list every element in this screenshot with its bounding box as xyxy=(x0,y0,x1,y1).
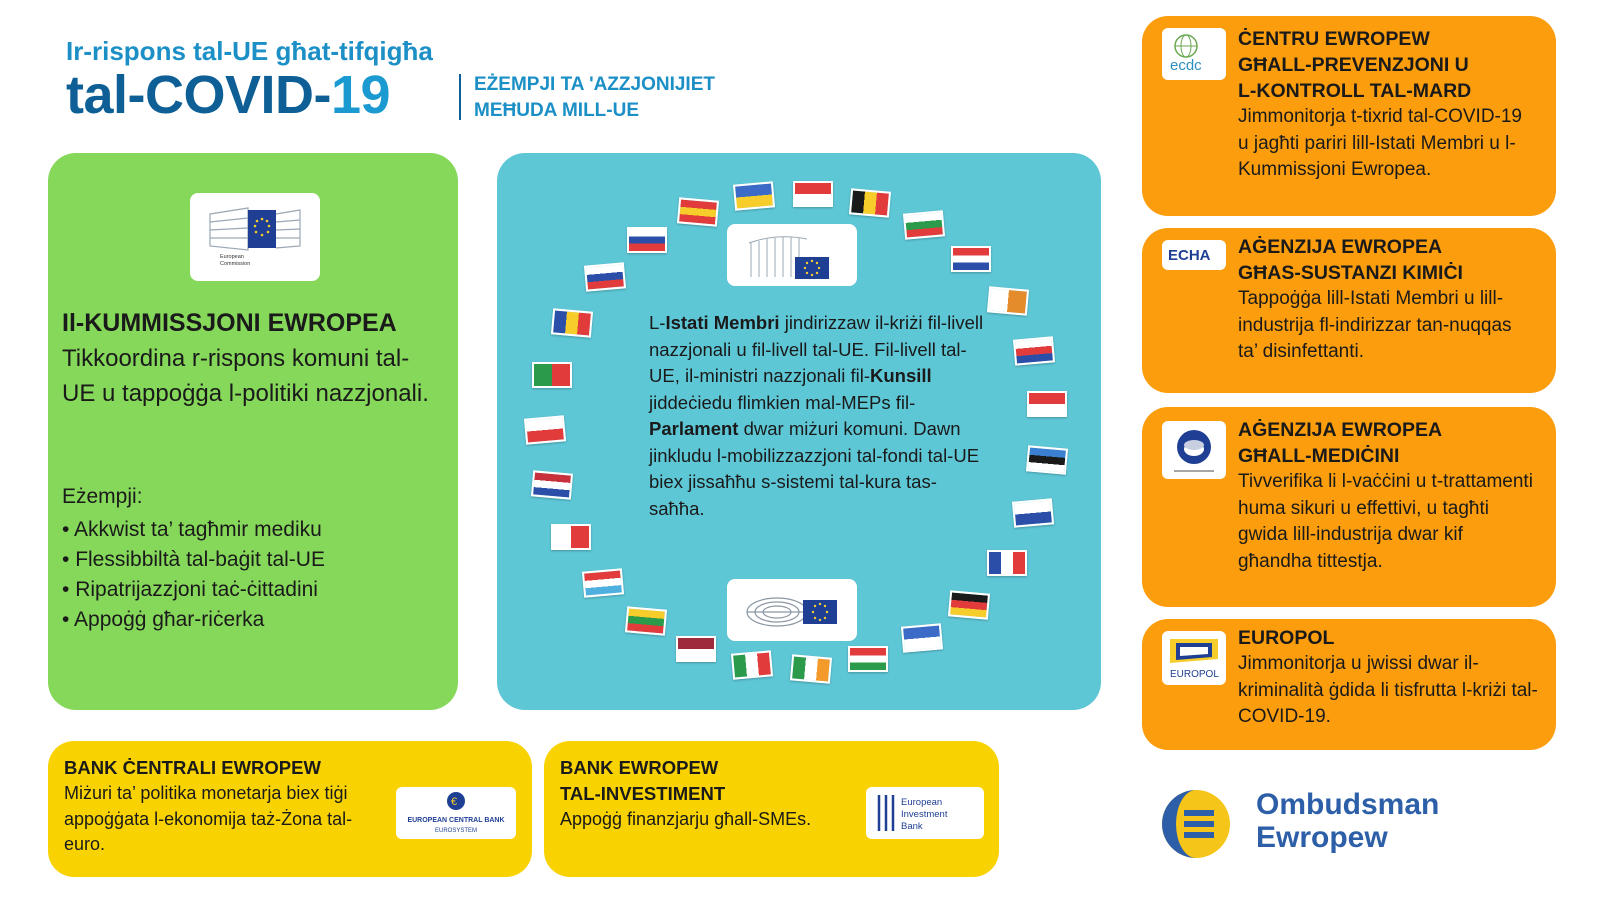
echa-title xyxy=(1238,234,1463,286)
echa-description: Tappoġġa lill-Istati Membri u lill-industrija fl-indirizzar tan-nuqqas ta’ disinfettanti. xyxy=(1238,288,1512,362)
list-item: • Ripatrijazzjoni taċ-ċittadini xyxy=(62,575,325,605)
ecb-title: BANK ĊENTRALI EWROPEW xyxy=(64,757,321,778)
european-commission-logo xyxy=(190,193,320,281)
commission-logo-text2: Commission xyxy=(220,261,251,267)
flag-spain xyxy=(677,197,719,226)
commission-card xyxy=(48,153,458,710)
ombudsman-logo-icon xyxy=(1160,788,1232,860)
flag-hungary xyxy=(848,646,888,672)
eib-bars-icon xyxy=(869,789,981,837)
flag-cyprus xyxy=(987,286,1029,315)
ombudsman-line1: Ombudsman xyxy=(1256,788,1440,821)
ecdc-title xyxy=(1238,26,1471,104)
eib-description: Appoġġ finanzjarju għall-SMEs. xyxy=(560,809,812,829)
ecdc-logo-text: ecdc xyxy=(1170,57,1202,74)
flag-portugal xyxy=(532,362,572,388)
council-logo xyxy=(727,224,857,286)
ema-title-line: AĠENZIJA EWROPEA xyxy=(1238,419,1443,441)
title-divider xyxy=(459,74,461,120)
europol-shield-icon xyxy=(1164,633,1224,683)
ecb-logo-text2: EUROSYSTEM xyxy=(434,828,478,834)
ms-text-part: jiddeċiedu flimkien mal-MEPs fil- xyxy=(649,391,916,413)
examples-label: Eżempji: xyxy=(62,485,143,508)
echa-logo-text: ECHA xyxy=(1168,247,1211,264)
eib-logo xyxy=(866,787,984,839)
eib-title xyxy=(560,755,725,807)
ema-card xyxy=(1142,407,1556,607)
examples-list xyxy=(62,515,325,635)
flag-belgium xyxy=(849,189,891,218)
ecdc-logo xyxy=(1162,28,1226,80)
ombudsman-line2: Ewropew xyxy=(1256,821,1388,854)
eib-logo-text1: European xyxy=(901,797,943,808)
flag-ireland xyxy=(789,654,831,683)
ecb-euro-icon xyxy=(398,789,514,837)
ecdc-globe-icon xyxy=(1164,30,1224,78)
flag-france xyxy=(987,550,1027,576)
flag-italy xyxy=(731,650,773,679)
europol-title: EUROPOL xyxy=(1238,627,1335,649)
commission-logo-text1: European xyxy=(220,254,244,260)
ms-text-part: dwar miżuri komuni. Dawn jinkludu l-mobilizzazzjoni tal-fondi tal-UE biex jissaħħu s-sistemi tal-kura tas-saħħa. xyxy=(649,418,980,519)
echa-title-line: AĠENZIJA EWROPEA xyxy=(1238,236,1443,258)
echa-logo xyxy=(1162,240,1226,270)
ms-bold-member-states: Istati Membri xyxy=(665,312,780,333)
ms-text-part: L- xyxy=(649,312,666,333)
flag-latvia xyxy=(676,636,716,662)
eib-title-line: BANK EWROPEW xyxy=(560,757,719,778)
ecdc-title-line: L-KONTROLL TAL-MARD xyxy=(1238,80,1472,102)
list-item: • Akkwist ta’ tagħmir mediku xyxy=(62,515,325,545)
europol-description: Jimmonitorja u jwissi dwar il-kriminalità ġdida li tisfrutta l-kriżi tal-COVID-19. xyxy=(1238,653,1538,727)
subtitle-line2: MEĦUDA MILL-UE xyxy=(474,100,639,121)
parliament-logo xyxy=(727,579,857,641)
ecb-description: Miżuri ta’ politika monetarja biex tiġi appoġġata l-ekonomija taż-Żona tal-euro. xyxy=(64,783,353,854)
echa-logo-icon xyxy=(1164,242,1224,268)
ema-title-line: GĦALL-MEDIĊINI xyxy=(1238,445,1400,467)
ema-title xyxy=(1238,417,1442,469)
title-main: tal-COVID- xyxy=(66,65,331,125)
list-item: • Appoġġ għar-riċerka xyxy=(62,605,325,635)
flag-slovenia xyxy=(627,227,667,253)
ms-bold-council: Kunsill xyxy=(870,365,932,386)
flag-austria xyxy=(793,181,833,207)
eib-logo-text3: Bank xyxy=(901,821,923,832)
ms-bold-parliament: Parlament xyxy=(649,418,739,439)
flag-estonia xyxy=(1026,445,1068,474)
ema-logo xyxy=(1162,421,1226,479)
subtitle-line1: EŻEMPJI TA 'AZZJONIJIET xyxy=(474,74,715,95)
title-line1: Ir-rispons tal-UE għat-tifqigħa xyxy=(66,36,433,66)
europol-card xyxy=(1142,619,1556,750)
flag-malta xyxy=(551,524,591,550)
svg-text:€: € xyxy=(451,796,458,808)
member-states-card xyxy=(497,153,1101,710)
parliament-hemicycle-icon xyxy=(737,584,847,636)
europol-logo-text: EUROPOL xyxy=(1170,669,1219,680)
ecb-card xyxy=(48,741,532,877)
flag-sweden xyxy=(733,182,775,211)
council-building-icon xyxy=(737,229,847,281)
flag-greece xyxy=(901,623,943,652)
eib-card xyxy=(544,741,999,877)
flag-croatia xyxy=(951,246,991,272)
ombudsman-name xyxy=(1256,788,1439,854)
flag-netherlands xyxy=(530,470,572,499)
flag-denmark xyxy=(1027,391,1067,417)
flag-poland xyxy=(524,415,566,444)
ema-pill-icon xyxy=(1166,423,1222,477)
flag-romania xyxy=(551,308,593,337)
list-item: • Flessibbiltà tal-baġit tal-UE xyxy=(62,545,325,575)
europol-logo xyxy=(1162,631,1226,685)
ema-description: Tivverifika li l-vaċċini u t-trattamenti huma sikuri u effettivi, u tagħti gwida lill-industrija dwar kif għandha tittestja. xyxy=(1238,471,1533,572)
eib-logo-text2: Investment xyxy=(901,809,948,820)
subtitle xyxy=(474,72,715,124)
member-states-text xyxy=(649,310,989,522)
ombudsman-branding xyxy=(1160,788,1480,858)
flag-bulgaria xyxy=(903,211,945,240)
ecdc-title-line: GĦALL-PREVENZJONI U xyxy=(1238,54,1469,76)
flag-luxembourg xyxy=(582,568,624,597)
title-number: 19 xyxy=(331,65,391,125)
ecdc-description: Jimmonitorja t-tixrid tal-COVID-19 u jagħti pariri lill-Istati Membri u l-Kummissjoni Ewropea. xyxy=(1238,106,1522,180)
echa-card xyxy=(1142,228,1556,393)
ecdc-title-line: ĊENTRU EWROPEW xyxy=(1238,28,1430,50)
commission-title: Il-KUMMISSJONI EWROPEA xyxy=(62,309,397,337)
flag-lithuania xyxy=(625,607,667,636)
ecb-logo xyxy=(396,787,516,839)
page-header xyxy=(66,36,766,126)
page-title xyxy=(66,64,390,126)
echa-title-line: GĦAS-SUSTANZI KIMIĊI xyxy=(1238,262,1463,284)
commission-building-icon xyxy=(200,202,310,272)
flag-germany xyxy=(948,590,990,619)
eib-title-line: TAL-INVESTIMENT xyxy=(560,783,726,804)
ecb-logo-text1: EUROPEAN CENTRAL BANK xyxy=(407,817,505,824)
commission-description: Tikkoordina r-rispons komuni tal-UE u tappoġġa l-politiki nazzjonali. xyxy=(62,345,429,407)
flag-czechia xyxy=(1013,336,1055,365)
ecdc-card xyxy=(1142,16,1556,216)
ms-text-part: jindirizzaw il-kriżi fil-livell nazzjonali u fil-livell tal-UE. Fil-livell tal-UE, il-ministri nazzjonali fil- xyxy=(649,312,984,386)
flag-finland xyxy=(1012,499,1054,528)
flag-slovakia xyxy=(584,262,626,291)
